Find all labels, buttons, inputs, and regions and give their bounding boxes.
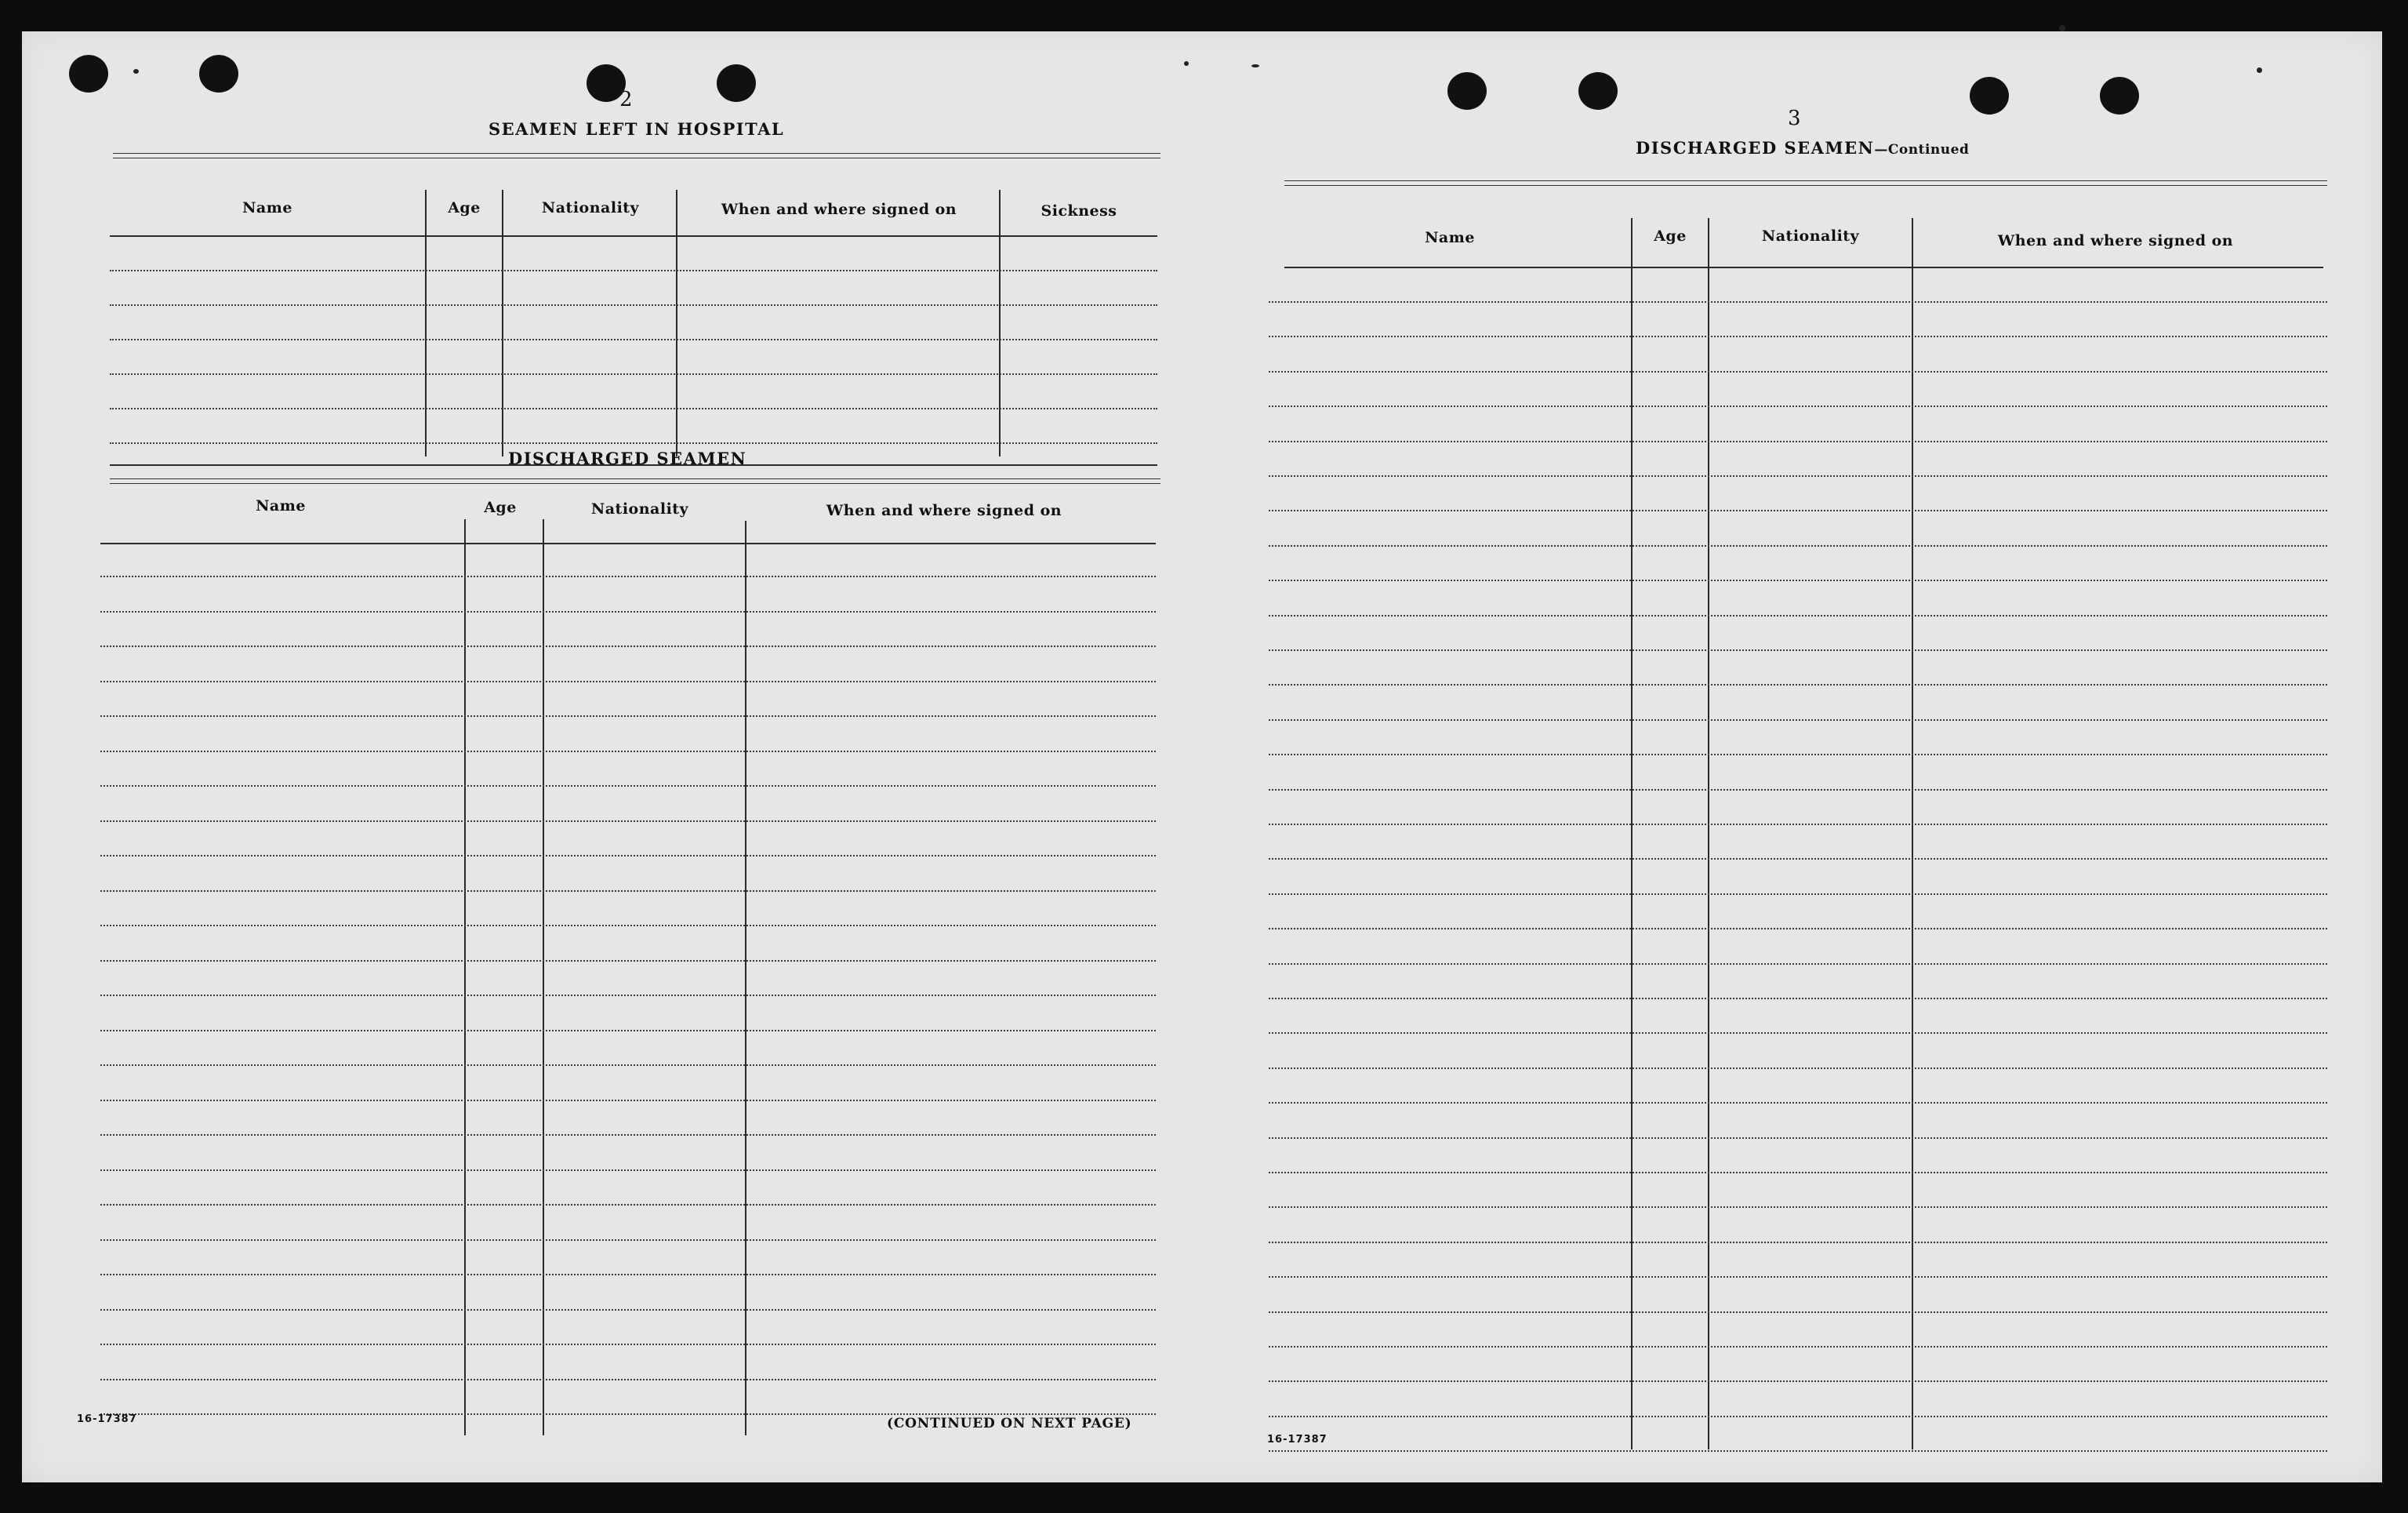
blank-row-line	[1269, 301, 2327, 303]
binder-hole	[1447, 72, 1487, 110]
blank-row-line	[1269, 1276, 2327, 1278]
blank-row-line	[100, 1064, 1156, 1066]
document-sheet	[22, 31, 2382, 1482]
blank-row-line	[100, 995, 1156, 996]
blank-row-line	[100, 646, 1156, 647]
blank-row-line	[100, 1134, 1156, 1136]
blank-row-line	[100, 611, 1156, 613]
title-rule	[110, 478, 1160, 484]
blank-row-line	[1269, 1137, 2327, 1139]
blank-row-line	[1269, 580, 2327, 581]
blank-row-line	[100, 1379, 1156, 1380]
title-rule	[1284, 180, 2327, 186]
blank-row-line	[1269, 475, 2327, 477]
blank-row-line	[100, 576, 1156, 577]
hospital-section-title-text: SEAMEN LEFT IN HOSPITAL	[489, 119, 785, 139]
binder-hole	[199, 55, 238, 93]
blank-row-line	[1269, 1172, 2327, 1173]
column-header-age: Age	[484, 499, 517, 516]
blank-row-line	[1269, 510, 2327, 511]
column-divider	[464, 519, 466, 1435]
blank-row-line	[100, 715, 1156, 717]
blank-row-line	[1269, 719, 2327, 721]
blank-row-line	[110, 270, 1157, 271]
blank-row-line	[100, 855, 1156, 857]
blank-row-line	[1269, 928, 2327, 929]
blank-row-line	[1269, 998, 2327, 999]
continued-note: (CONTINUED ON NEXT PAGE)	[887, 1416, 1132, 1431]
blank-row-line	[1269, 858, 2327, 860]
column-header-name: Name	[242, 199, 292, 216]
column-header-nationality: Nationality	[541, 199, 640, 216]
blank-row-line	[1269, 754, 2327, 755]
speck	[1184, 61, 1189, 66]
column-header-when-where: When and where signed on	[1997, 232, 2234, 249]
blank-row-line	[110, 304, 1157, 306]
blank-row-line	[100, 1309, 1156, 1311]
binder-hole	[2100, 77, 2139, 115]
column-divider	[1631, 218, 1633, 1449]
discharged-section-title	[508, 449, 746, 468]
blank-row-line	[1269, 406, 2327, 407]
blank-row-line	[100, 1169, 1156, 1171]
blank-row-line	[110, 442, 1157, 444]
form-code: 16-17387	[1267, 1434, 1327, 1446]
column-divider	[1912, 218, 1913, 1449]
blank-row-line	[110, 408, 1157, 409]
blank-row-line	[1269, 1102, 2327, 1104]
discharged-section-title-text: DISCHARGED SEAMEN	[508, 449, 747, 468]
discharged-table-left	[100, 488, 1159, 1449]
speck	[2257, 67, 2262, 73]
blank-row-line	[100, 1239, 1156, 1241]
blank-row-line	[1269, 1242, 2327, 1243]
blank-row-line	[1269, 649, 2327, 651]
blank-row-line	[100, 820, 1156, 822]
column-divider	[1708, 218, 1709, 1449]
speck	[133, 69, 139, 74]
blank-row-line	[1269, 1067, 2327, 1069]
blank-row-line	[1269, 1032, 2327, 1034]
column-header-name: Name	[256, 497, 306, 515]
hospital-table	[110, 166, 1160, 472]
blank-row-line	[1269, 1346, 2327, 1348]
binder-hole	[717, 64, 756, 102]
blank-row-line	[1269, 1206, 2327, 1208]
blank-row-line	[100, 681, 1156, 682]
column-divider	[999, 190, 1001, 456]
blank-row-line	[1269, 1311, 2327, 1313]
blank-row-line	[100, 751, 1156, 752]
blank-row-line	[1269, 963, 2327, 965]
blank-row-line	[100, 960, 1156, 962]
blank-row-line	[1269, 441, 2327, 442]
page-number: 2	[619, 88, 633, 111]
column-header-age: Age	[448, 199, 481, 216]
blank-row-line	[100, 1204, 1156, 1206]
blank-row-line	[1269, 615, 2327, 616]
blank-row-line	[110, 339, 1157, 340]
blank-row-line	[100, 1413, 1156, 1415]
column-divider	[543, 519, 544, 1435]
blank-row-line	[1269, 1380, 2327, 1382]
column-header-name: Name	[1425, 229, 1475, 246]
blank-row-line	[100, 1274, 1156, 1275]
blank-row-line	[100, 1100, 1156, 1101]
form-code: 16-17387	[77, 1413, 137, 1425]
column-header-when-where: When and where signed on	[721, 201, 957, 218]
binder-hole	[69, 55, 108, 93]
binder-hole	[1970, 77, 2009, 115]
blank-row-line	[1269, 824, 2327, 825]
blank-row-line	[1269, 1450, 2327, 1452]
header-underline	[100, 543, 1156, 544]
column-header-age: Age	[1654, 227, 1687, 245]
blank-row-line	[1269, 371, 2327, 373]
blank-row-line	[100, 890, 1156, 892]
blank-row-line	[1269, 789, 2327, 791]
blank-row-line	[100, 1030, 1156, 1031]
blank-row-line	[100, 785, 1156, 787]
discharged-table-right	[1269, 188, 2331, 1459]
blank-row-line	[110, 373, 1157, 375]
blank-row-line	[1269, 545, 2327, 547]
blank-row-line	[1269, 684, 2327, 686]
blank-row-line	[100, 1344, 1156, 1345]
blank-row-line	[1269, 893, 2327, 895]
blank-row-line	[1269, 336, 2327, 337]
column-header-nationality: Nationality	[1761, 227, 1860, 245]
column-divider	[502, 190, 503, 456]
hospital-section-title	[489, 119, 784, 139]
blank-row-line	[100, 925, 1156, 926]
title-rule	[113, 153, 1160, 158]
discharged-continued-title-text: DISCHARGED SEAMEN	[1636, 138, 1875, 158]
header-underline	[1284, 267, 2323, 268]
column-divider	[745, 521, 746, 1435]
page-number: 3	[1788, 107, 1801, 130]
column-header-nationality: Nationality	[590, 500, 689, 518]
column-header-sickness: Sickness	[1041, 202, 1117, 220]
column-header-when-where: When and where signed on	[826, 502, 1062, 519]
blank-row-line	[1269, 1416, 2327, 1417]
column-divider	[676, 190, 677, 456]
speck	[1251, 64, 1259, 67]
continued-suffix: —Continued	[1874, 142, 1970, 158]
column-divider	[425, 190, 427, 456]
binder-hole	[1578, 72, 1618, 110]
discharged-continued-title	[1636, 138, 1969, 158]
speck	[2059, 25, 2065, 31]
